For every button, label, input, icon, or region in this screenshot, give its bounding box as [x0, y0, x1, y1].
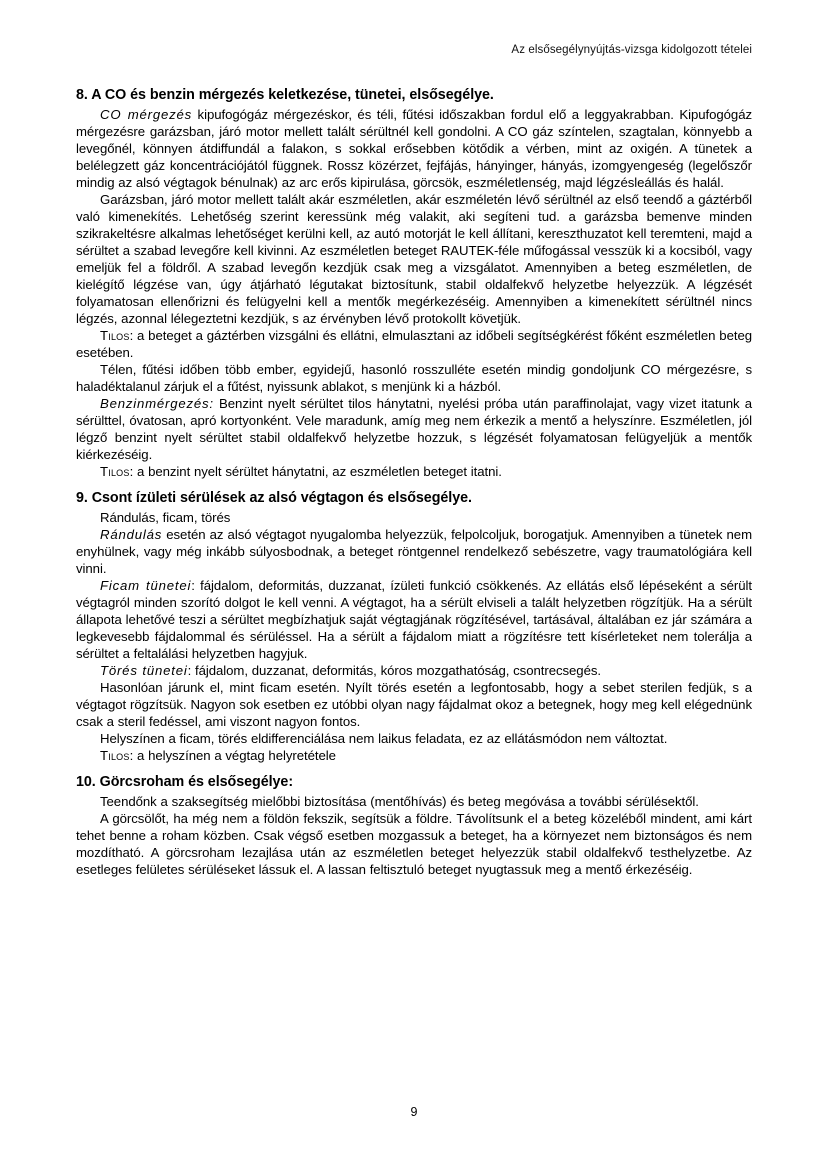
- paragraph-dislocation-symptoms-text: : fájdalom, deformitás, duzzanat, ízületi funkció csökkenés. Az ellátás első lépéseként a sérült végtagról minden szorító dolgot le kell venni. A végtagot, ha a sérült elviseli a talált helyzetben rögzítjük. Ha a sérült állapota lehetővé teszi a sérültet megbízhatjuk saját végtagjának rögzítésével, tartásával, általában ez jár számára a legkevesebb fájdalommal és sérüléssel. Ha a sérült a fájdalom miatt a rögzítésre tett kísérleteket nem tolerálja a sérültet a feltalálási helyzetben hagyjuk.: [76, 577, 752, 661]
- tilos-text-benzin: : a benzint nyelt sérültet hánytatni, az eszméletlen beteget itatni.: [129, 463, 502, 479]
- paragraph-tilos-limb: [76, 747, 752, 764]
- paragraph-dislocation-symptoms: [76, 577, 752, 662]
- section-heading-9: 9. Csont ízületi sérülések az alsó végtagon és elsősegélye.: [76, 489, 472, 506]
- paragraph-tilos-benzin: [76, 463, 752, 480]
- section-heading-10: 10. Görcsroham és elsősegélye:: [76, 773, 294, 790]
- paragraph-scene-differentiation: Helyszínen a ficam, törés eldifferenciálása nem laikus feladata, ez az ellátásmódon nem változtat.: [100, 730, 668, 746]
- tilos-text-limb: : a helyszínen a végtag helyretétele: [129, 747, 336, 763]
- page-header: Az elsősegélynyújtás-vizsga kidolgozott tételei: [511, 44, 752, 56]
- term-tores-tunetei: Törés tünetei: [100, 662, 188, 678]
- paragraph-sprain: [76, 526, 752, 577]
- tilos-label-limb: Tilos: [100, 747, 130, 763]
- term-benzinmergezes: Benzinmérgezés:: [100, 395, 214, 411]
- document-body: [76, 86, 752, 878]
- term-co-mergezes: CO mérgezés: [100, 106, 193, 122]
- paragraph-fracture-symptoms-text: : fájdalom, duzzanat, deformitás, kóros mozgathatóság, csontrecsegés.: [187, 662, 601, 678]
- tilos-label-co: Tilos: [100, 327, 130, 343]
- tilos-label-benzin: Tilos: [100, 463, 130, 479]
- term-randulas: Rándulás: [100, 526, 163, 542]
- paragraph-fracture-symptoms: [76, 662, 752, 679]
- term-ficam-tunetei: Ficam tünetei: [100, 577, 192, 593]
- paragraph-benzin-poisoning: [76, 395, 752, 463]
- paragraph-garage-firstaid: Garázsban, járó motor mellett talált akár eszméletlen, akár eszméletén lévő sérültnél az első teendő a gáztérből való kimenekítés. Lehetőség szerint keressünk még valakit, aki segíteni tud. a garázsba bemenve minden szikrakeltésre alkalmas lehetőséget kerülni kell, az autó motorját le kell állítani, kereszthuzatot kell teremteni, majd a sérültet a szabad levegőre kell kivinni. Az eszméletlen beteget RAUTEK-féle műfogással vesszük ki a kocsiból, vagy emeljük fel a földről. A szabad levegőn kezdjük csak meg a vizsgálatot. Amennyiben a beteg eszméletlen, de kielégítő légzése van, úgy átjárható légutakat biztosítunk, stabil oldalfekvő helyzetbe helyezzük. A légzését folyamatosan ellenőrizni és felügyelni kell a mentők megérkezéséig. Amennyiben a kimenekített sérültnél nincs légzés, azonnal lélegeztetni kezdjük, s az érvényben lévő protokollt követjük.: [76, 191, 752, 326]
- paragraph-tilos-co: [76, 327, 752, 361]
- paragraph-sprain-text: esetén az alsó végtagot nyugalomba helyezzük, felpolcoljuk, borogatjuk. Amennyiben a tünetek nem enyhülnek, vagy még inkább súlyosbodnak, a beteget röntgennel rendelkező sebészetre, vagy traumatológiára kell vinni.: [76, 526, 752, 576]
- paragraph-open-fracture: Hasonlóan járunk el, mint ficam esetén. Nyílt törés esetén a legfontosabb, hogy a sebet sterilen fedjük, s a végtagot rögzítsük. Nagyon sok esetben ez utóbbi olyan nagy fájdalmat okoz a betegnek, hogy meg kell elégednünk csak a steril fedéssel, ami viszont nagyon fontos.: [76, 679, 752, 729]
- paragraph-winter-heating: Télen, fűtési időben több ember, egyidejű, hasonló rosszulléte esetén mindig gondoljunk CO mérgezésre, s haladéktalanul zárjuk el a fűtést, nyissunk ablakot, s menjünk ki a házból.: [76, 361, 752, 394]
- paragraph-seizure-management: A görcsölőt, ha még nem a földön fekszik, segítsük a földre. Távolítsunk el a beteg közeléből mindent, ami kárt tehet benne a roham közben. Csak végső esetben mozgassuk a beteget, ha a környezet nem biztonságos és nem mozdítható. A görcsroham lezajlása után az eszméletlen beteget helyezzük stabil oldalfekvő testhelyzetbe. Az esetleges felületes sérüléseket lássuk el. A lassan feltisztuló beteget nyugtassuk meg a mentő érkezéséig.: [76, 810, 752, 877]
- tilos-text-co: : a beteget a gáztérben vizsgálni és ellátni, elmulasztani az időbeli segítségkérést főként eszméletlen beteg esetében.: [76, 327, 752, 360]
- paragraph-benzin-poisoning-text: Benzint nyelt sérültet tilos hánytatni, nyelési próba után paraffinolajat, vagy vizet itatunk a sérülttel, óvatosan, apró kortyonként. Vele maradunk, amíg meg nem érkezik a mentő a helyszínre. Eszméletlen, jól légző benzint nyelt sérültet stabil oldalfekvő helyzetbe hozzuk, s légzését folyamatosan felügyeljük a mentők kiérkezéséig.: [76, 395, 752, 462]
- paragraph-co-definition-text: kipufogógáz mérgezéskor, és téli, fűtési időszakban fordul elő a leggyakrabban. Kipufogógáz mérgezésre garázsban, járó motor mellett talált sérültnél kell gondolni. A CO gáz színtelen, szagtalan, könnyebb a levegőnél, könnyen átdiffundál a falakon, s sokkal erősebben kötődik a vérben, mint az oxigén. A tünetek a belélegzett gáz koncentrációjától függnek. Rossz közérzet, fejfájás, hányinger, hányás, izomgyengeség (legelőszőr mindig az alsó végtagok bénulnak) az arc erős kipirulása, görcsök, eszméletlenség, majd légzésleállás és halál.: [76, 106, 752, 190]
- paragraph-co-definition: [76, 106, 752, 191]
- paragraph-injury-list: Rándulás, ficam, törés: [100, 509, 231, 525]
- page-number: 9: [410, 1105, 418, 1119]
- section-heading-8: 8. A CO és benzin mérgezés keletkezése, tünetei, elsősegélye.: [76, 87, 494, 103]
- paragraph-seizure-tasks: Teendőnk a szaksegítség mielőbbi biztosítása (mentőhívás) és beteg megóvása a további sérülésektől.: [100, 793, 699, 809]
